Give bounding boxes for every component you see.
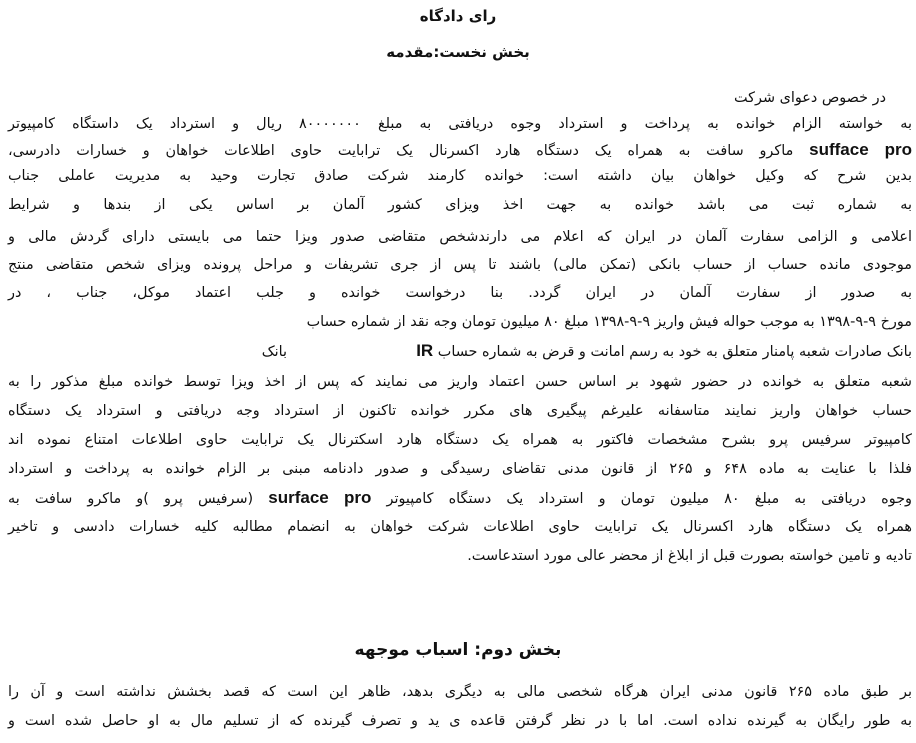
paragraph-line: بدین شرح که وکیل خواهان بیان داشته است: خوانده کارمند شرکت صادق تجارت وحید به مدیریت عاملی جناب xyxy=(8,168,912,184)
paragraph-line: اعلامی و الزامی سفارت آلمان در ایران که اعلام می دارندشخص متقاضی صدور ویزا حتما می بایستی دارای گردش مالی و xyxy=(8,229,912,245)
paragraph-line: فلذا با عنایت به ماده ۶۴۸ و ۲۶۵ از قانون مدنی تقاضای رسیدگی و صدور دادنامه مبنی بر الزام خوانده به پرداخت و استرداد xyxy=(8,461,912,477)
paragraph-line: در خصوص دعوای شرکت xyxy=(734,90,886,106)
line-text: (سرفیس پرو )و ماکرو سافت به xyxy=(8,491,254,507)
paragraph-line: همراه یک دستگاه هارد اکسرنال یک ترابایت حاوی اطلاعات شرکت خواهان به انضمام مطالبه کلیه خسارات دادسی و تاخیر xyxy=(8,519,912,535)
latin-term: suffacе pro xyxy=(809,140,912,159)
section-1-heading: بخش نخست:مقدمه xyxy=(386,43,530,61)
paragraph-line: بر طبق ماده ۲۶۵ قانون مدنی ایران هرگاه شخصی مالی به دیگری بدهد، ظاهر این است که قصد بخشش نداشته است و آن را xyxy=(8,684,912,700)
paragraph-line: تادیه و تامین خواسته بصورت قبل از ابلاغ از محضر عالی مورد استدعاست. xyxy=(467,548,912,564)
line-text: وجوه دریافتی به مبلغ ۸۰ میلیون تومان و استرداد یک دستگاه کامپیوتر xyxy=(386,491,913,507)
paragraph-line xyxy=(8,340,912,363)
paragraph-line: به طور رایگان به گیرنده نداده است. اما با در نظر گرفتن قاعده ی ید و تصرف گیرنده که از تسلیم مال به او حاصل شده است و xyxy=(8,713,912,729)
paragraph-line: به صدور از سفارت آلمان در ایران گردد. بنا درخواست خوانده و جلب اعتماد موکل، جناب ، در xyxy=(8,285,912,301)
section-2-heading: بخش دوم: اسباب موجهه xyxy=(354,640,562,660)
paragraph-line xyxy=(8,487,912,510)
paragraph-line: موجودی مانده حساب از حساب بانکی (تمکن مالی) باشند تا پس از جری تشریفات و مراحل پرونده ویزای شخص متقاضی منتج xyxy=(8,257,912,273)
paragraph-line: به خواسته الزام خوانده به پرداخت و استرداد وجوه دریافتی به مبلغ ۸۰۰۰۰۰۰۰ ریال و استرداد یک داستگاه کامپیوتر xyxy=(8,116,912,132)
paragraph-line: کامپیوتر سرفیس پرو بشرح مشخصات فاکتور به همراه یک دستگاه هارد اسکترنال یک ترابایت حاوی اطلاعات امتناع نموده اند xyxy=(8,432,912,448)
line-text: بانک xyxy=(261,344,288,360)
paragraph-line xyxy=(8,139,912,162)
line-text: ماکرو سافت به همراه یک دستگاه هارد اکسرنال یک ترابایت حاوی اطلاعات خواهان و خسارات دادرسی، xyxy=(8,143,794,159)
paragraph-line: حساب خواهان واریز نمایند متاسفانه علیرغم پیگیری های مکرر خوانده تاکنون از استرداد وجه دریافتی و استرداد یک دستگاه xyxy=(8,403,912,419)
document-title: رای دادگاه xyxy=(419,7,497,25)
line-text: بانک صادرات شعبه پامنار متعلق به خود به رسم امانت و قرض به شماره حساب xyxy=(437,344,912,360)
ir-label: IR xyxy=(416,341,434,360)
paragraph-line: مورخ ۹-۹-۱۳۹۸ به موجب حواله فیش واریز ۹-۹-۱۳۹۸ مبلغ ۸۰ میلیون تومان وجه نقد از شماره حساب xyxy=(306,314,912,330)
paragraph-line: به شماره ثبت می باشد خوانده به جهت اخذ ویزای کشور آلمان بر اساس یکی از بندها و شرایط xyxy=(8,197,912,213)
latin-term: surface pro xyxy=(268,488,372,507)
paragraph-line: شعبه متعلق به خوانده در حضور شهود بر اساس حسن اعتماد واریز می نمایند که پس از اخذ ویزا توسط خوانده مبلغ مذکور را به xyxy=(8,374,912,390)
